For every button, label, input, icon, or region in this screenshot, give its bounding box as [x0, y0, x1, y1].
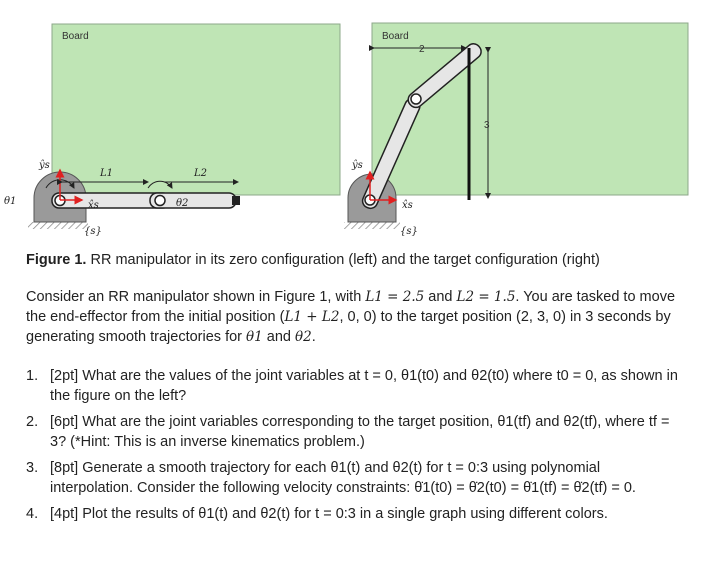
- intro-text-2: . You are tasked to move the end-effector from the initial position (: [26, 289, 676, 325]
- figure-caption: [26, 252, 600, 268]
- left-frame-label: {s}: [84, 226, 102, 237]
- left-board-label: Board: [62, 31, 89, 42]
- figure-1: [0, 0, 712, 245]
- right-y-axis-label: ŷs: [352, 160, 363, 171]
- intro-and-2: and: [262, 329, 295, 345]
- left-x-axis-label: x̂s: [88, 200, 99, 211]
- question-text: [2pt] What are the values of the joint variables at t = 0, θ1(t0) and θ2(t0) where t0 = 0, as shown in the figure on the left?: [50, 368, 678, 404]
- L1-label: L1: [100, 168, 114, 179]
- right-board-label: Board: [382, 31, 409, 42]
- question-number: 4.: [26, 506, 39, 522]
- right-ground: [344, 222, 400, 229]
- intro-theta2: θ2: [295, 329, 312, 345]
- question-text: [8pt] Generate a smooth trajectory for each θ1(t) and θ2(t) for t = 0:3 using polynomial interpolation. Consider the following velocity constraints: θ̇1(t0) = θ̇2(t0) = θ̇1(tf) = θ̇2(tf) = 0.: [50, 460, 636, 496]
- right-frame-label: {s}: [400, 226, 418, 237]
- dim-vertical-label: 3: [484, 120, 490, 131]
- right-joint-2: [411, 94, 421, 104]
- theta1-label: θ1: [4, 196, 17, 207]
- right-x-axis-label: x̂s: [402, 200, 413, 211]
- left-panel: [4, 24, 340, 237]
- question-item: [26, 504, 686, 524]
- question-number: 2.: [26, 414, 39, 430]
- intro-and-1: and: [424, 289, 457, 305]
- caption-label: Figure 1.: [26, 252, 87, 268]
- left-ground: [28, 222, 88, 229]
- intro-paragraph: [26, 287, 676, 347]
- intro-L1: L1 = 2.5: [365, 289, 425, 305]
- right-panel: [344, 23, 688, 237]
- intro-sum: L1 + L2: [284, 309, 340, 325]
- question-number: 3.: [26, 460, 39, 476]
- question-item: [26, 366, 686, 406]
- question-item: [26, 458, 686, 498]
- intro-text-3: , 0, 0) to the target position (2, 3, 0) in 3 seconds by generating smooth trajectories for: [26, 309, 671, 345]
- question-list: [26, 366, 686, 530]
- intro-theta1: θ1: [246, 329, 263, 345]
- intro-text-1: Consider an RR manipulator shown in Figure 1, with: [26, 289, 366, 305]
- question-text: [6pt] What are the joint variables corresponding to the target position, θ1(tf) and θ2(tf), where tf = 3? (*Hint: This is an inverse kinematics problem.): [50, 414, 670, 450]
- question-text: [4pt] Plot the results of θ1(t) and θ2(t) for t = 0:3 in a single graph using different colors.: [50, 506, 608, 522]
- caption-text: RR manipulator in its zero configuration (left) and the target configuration (right): [86, 252, 600, 268]
- dim-horizontal-label: 2: [419, 44, 425, 55]
- intro-L2: L2 = 1.5: [456, 289, 516, 305]
- left-y-axis-label: ŷs: [39, 160, 50, 171]
- question-number: 1.: [26, 368, 39, 384]
- intro-text-4: .: [311, 329, 316, 345]
- left-joint-2: [155, 196, 165, 206]
- question-item: [26, 412, 686, 452]
- L2-label: L2: [194, 168, 208, 179]
- theta2-label: θ2: [176, 198, 189, 209]
- left-end-effector: [232, 196, 240, 205]
